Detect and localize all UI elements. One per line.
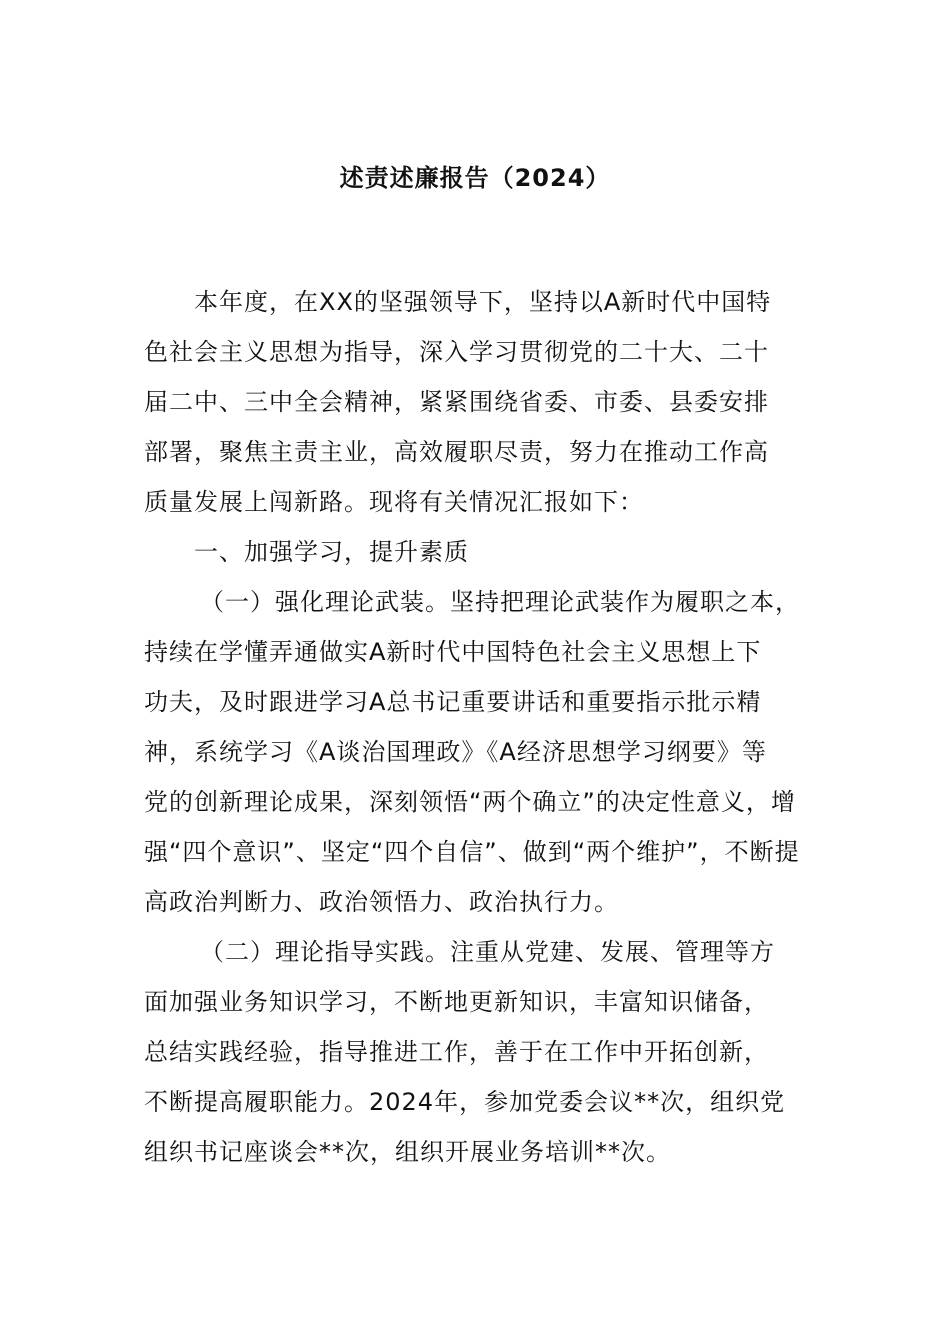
paragraph-2-line-5: 党的创新理论成果，深刻领悟“两个确立”的决定性意义，增 [144, 788, 796, 816]
document-body [144, 282, 830, 1182]
paragraph-1-line-4: 部署，聚焦主责主业，高效履职尽责，努力在推动工作高 [144, 438, 769, 466]
paragraph-2-line-4: 神，系统学习《A谈治国理政》《A经济思想学习纲要》等 [144, 738, 767, 766]
paragraph-1-line-1: 本年度，在XX的坚强领导下，坚持以A新时代中国特 [194, 288, 772, 316]
paragraph-2-line-6: 强“四个意识”、坚定“四个自信”、做到“两个维护”，不断提 [144, 838, 800, 866]
paragraph-3-line-4: 不断提高履职能力。2024年，参加党委会议**次，组织党 [144, 1088, 786, 1116]
paragraph-3-line-2: 面加强业务知识学习，不断地更新知识，丰富知识储备， [144, 988, 769, 1016]
paragraph-3-line-3: 总结实践经验，指导推进工作，善于在工作中开拓创新， [144, 1038, 769, 1066]
paragraph-3-line-5: 组织书记座谈会**次，组织开展业务培训**次。 [144, 1138, 671, 1166]
paragraph-2-line-7: 高政治判断力、政治领悟力、政治执行力。 [144, 888, 619, 916]
paragraph-1-line-3: 届二中、三中全会精神，紧紧围绕省委、市委、县委安排 [144, 388, 769, 416]
paragraph-1-line-2: 色社会主义思想为指导，深入学习贯彻党的二十大、二十 [144, 338, 769, 366]
paragraph-1-line-5: 质量发展上闯新路。现将有关情况汇报如下： [144, 488, 644, 516]
document-title: 述责述廉报告（2024） [339, 164, 611, 192]
section-heading-1: 一、加强学习，提升素质 [194, 538, 469, 566]
paragraph-2-line-2: 持续在学懂弄通做实A新时代中国特色社会主义思想上下 [144, 638, 762, 666]
paragraph-3-line-1: （二）理论指导实践。注重从党建、发展、管理等方 [200, 938, 775, 966]
paragraph-2-line-3: 功夫，及时跟进学习A总书记重要讲话和重要指示批示精 [144, 688, 762, 716]
paragraph-2-line-1: （一）强化理论武装。坚持把理论武装作为履职之本， [200, 588, 800, 616]
